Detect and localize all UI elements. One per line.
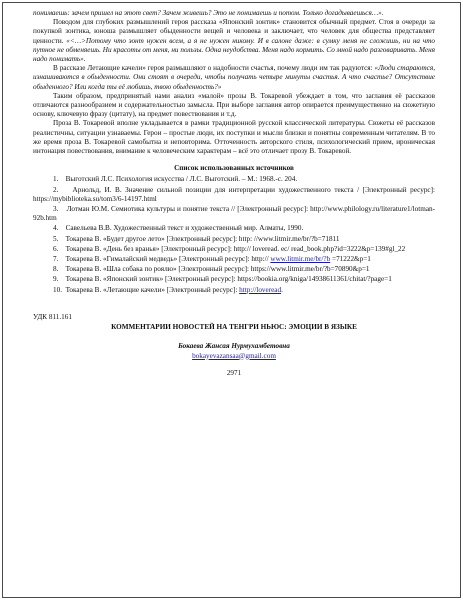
reference-item-4: 4. Савельева В.В. Художественный текст и художественный мир. Алматы, 1990.: [53, 224, 304, 233]
body-text: [33, 9, 435, 156]
author-email-link[interactable]: bokayevazansaa@gmail.com: [192, 351, 276, 360]
paragraph-conclusion-titles: Таким образом, предпринятый нами анализ «малой» прозы В. Токаревой убеждает в том, что заглавия её рассказов отличаются разнообразием и содержательностью замысла. При выборе заглавия автор опирается преимущественно на сюжетную основу, ключевую фразу (цитату), на предмет повествования и т.д.: [33, 91, 435, 119]
references-list: [33, 175, 435, 294]
article-title: КОММЕНТАРИИ НОВОСТЕЙ НА ТЕНГРИ НЬЮС: ЭМОЦИИ В ЯЗЫКЕ: [111, 323, 357, 332]
document-page: [33, 9, 435, 378]
reference-item-7: 7. Токарева В. «Гималайский медведь» [Электронный ресурс]: http:// www.litmir.me/br/?b =71222&p=1: [53, 255, 371, 264]
udk-code: УДК 811.161: [33, 312, 72, 321]
reference-item-8: 8. Токарева В. «Шла собака по роялю» [Электронный ресурс]: https://www.litmir.me/br/?b=70890&p=1: [53, 265, 370, 274]
reference-item-3: 3. Лотман Ю.М. Семиотика культуры и понятие текста // [Электронный ресурс]: http://www.philology.ru/literature1/lotman-92b.htm: [33, 205, 435, 223]
reference-item-10: 10. Токарева В. «Летающие качели» [Электронный ресурс]: http://loveread.: [53, 285, 283, 294]
page-frame: [2, 2, 461, 598]
reference-item-6: 6. Токарева В. «День без вранья» [Электронный ресурс]: http:// loveread. ec/ read_book.php?id=3222&p=139#gl_22: [53, 244, 406, 253]
reference-item-2: 2. Арнольд, И. В. Значение сильной позиции для интерпретации художественного текста / [Электронный ресурс]: https://mybiblioteka.su/tom3/6-14197.html: [33, 185, 435, 203]
reference-item-9: 9. Токарева В. «Японский зонтик» [Электронный ресурс]: https://bookia.org/kniga/14938611361/chitat/?page=1: [53, 275, 392, 284]
reference-item-5: 5. Токарева В. «Будет другое лето» [Электронный ресурс]: http: //www.litmir.me/br/?b=71811: [53, 234, 340, 243]
paragraph-quote-tail: понимаешь: зачем пришел на этот свет? Зачем живешь? Это не понимаешь и потом. Только догадываешься…».: [33, 9, 384, 17]
page-number: 2971: [226, 368, 242, 377]
paragraph-flying-swings: В рассказе Летающие качели» героя размышляют о надобности счастья, почему люди им так радуются: «Люди стараются, изнашиваются в обыденности. Они стоят в очереди, чтобы получать четыре минуты счастья. А что счастье? Отсутствие обыденного? Или когда ты её любишь, твою обыденность?»: [33, 64, 435, 91]
reference-item-1: 1. Выготский Л.С. Психология искусства / Л.С. Выготский. – М.: 1968.-с. 204.: [53, 175, 298, 184]
references-title: Список использованных источников: [174, 164, 294, 173]
paragraph-conclusion-prose: Проза В. Токаревой вполне укладывается в рамки традиционной русской классической литературы. Сюжеты её рассказов реалистичны, ситуации узнаваемы. Герои – простые люди, их поступки и мысли близки и понятны современным читателям. В то же время проза В. Токаревой самобытна и неповторима. Отточенность авторского стиля, психологический прием, ироническая интонация повествования, внимание к человеческим характерам – всё это отличает прозу В. Токаревой.: [33, 119, 435, 156]
paragraph-japanese-umbrella: Поводом для глубоких размышлений героя рассказа «Японский зонтик» становится обычный предмет. Стоя в очереди за покупкой зонтика, юноша размышляет обыденности вещей и человека и заключает, что человек для общества представляет ценности. «<…>Потому что зонт нужен всем, а я не нужен никому. И в салоне даже: в сумку меня не сложишь, ни на что путное не обменяешь. Ни красоты от меня, ни пользы. Одна неудобства. Меня надо кормить. Со мной надо разговаривать. Меня надо понимать».: [33, 18, 435, 64]
author-name: Бокаева Жансая Нурмухамбетовна: [178, 342, 290, 351]
